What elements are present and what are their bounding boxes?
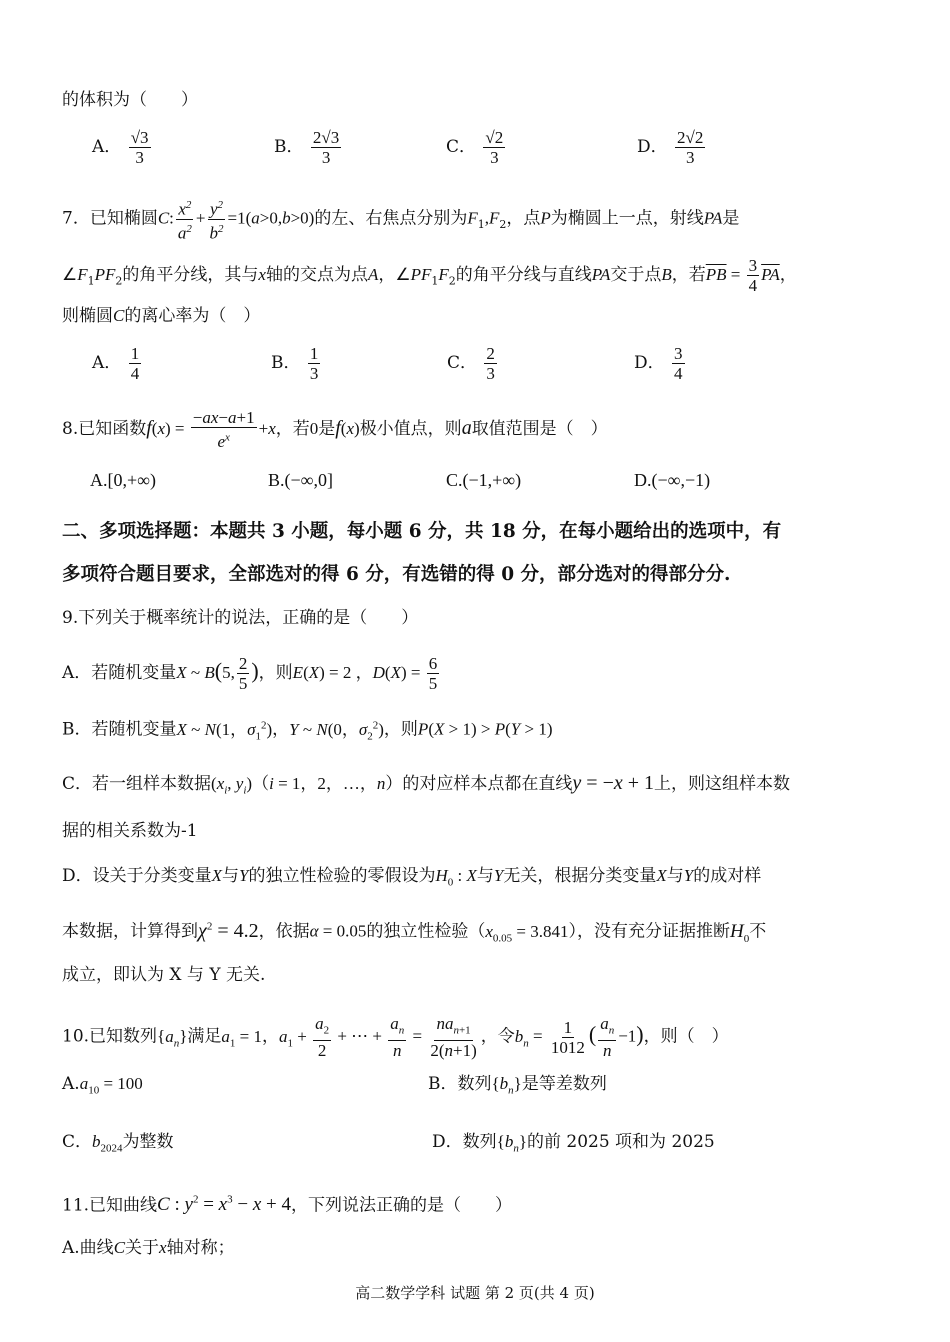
q10-text: ，则（ ） [643,1026,729,1047]
q9-text: ），没有充分证据推断 [568,921,731,942]
q10-option-b: B．数列$\{b_n\}$是等差数列 [428,1074,607,1097]
q9-option-d-line2: 本数据，计算得到$\chi^2 = 4.2$，依据α = 0.05的独立性检验$(x_{0.05} = 3.841)$，没有充分证据推断$H_0$不 [62,919,767,945]
denominator: 3 [685,148,695,167]
denominator: 3 [486,364,495,383]
q6-option-b [274,128,343,167]
q7-text: ， [378,265,396,285]
q8-text: 取值范围是（ ） [471,418,608,439]
q9-text: A．若随机变量 [62,663,177,683]
q8-zero: 0 [309,418,319,438]
q10-option-a: $A.a_{10} = 100$ [62,1074,143,1097]
q8-option-b: B.(−∞,0] [268,470,333,490]
q10-text: C． [62,1132,93,1152]
q9-text: 无关，根据分类变量 [503,866,657,886]
numerator: 2√2 [677,128,704,147]
q8-option-d: D.(−∞,−1) [634,470,711,490]
q11-text: A.曲线 [62,1238,114,1258]
fraction [311,128,341,167]
q7-text: 则椭圆 [62,306,113,326]
q8-text: ，若 [275,418,310,439]
q10-text: 是等差数列 [521,1074,607,1094]
q6-option-c [446,128,507,167]
q9-text: 的独立性检验的零假设为 [248,866,436,886]
q10-text: 为整数 [122,1132,174,1152]
numerator: 1 [309,344,319,363]
q9-text: 与 [476,866,494,886]
numerator: √3 [130,128,149,147]
q11-option-a: A.曲线C关于x轴对称； [62,1238,235,1258]
q9-text: 不 [749,921,767,942]
q8-option-a: A.[0,+∞) [90,470,156,490]
q9-option-d-line3: 成立，即认为 X 与 Y 无关. [62,965,266,985]
q7-text: 轴的交点为点 [265,265,368,285]
fraction [484,344,497,383]
fraction [308,344,321,383]
q7-text: ，点 [506,208,541,229]
math-frac-x: $\frac{x^2}{a^2}$ [176,196,194,242]
q7-option-c [447,344,499,383]
q11-text: 11.已知曲线 [62,1195,158,1216]
q10-text: ，令 [480,1026,515,1047]
q7-option-d [634,344,687,383]
q8-text: 极小值点，则 [359,418,462,439]
option-letter: B． [271,353,301,373]
q9-text: ，依据 [258,921,310,942]
section2-heading-line2: 多项符合题目要求，全部选对的得 6 分，有选错的得 0 分，部分选对的得部分分. [62,564,731,585]
q10-text: D．数列 [432,1132,497,1152]
q6-option-a [92,128,153,167]
q9-text: 与 [666,866,684,886]
q9-text: ，则 [258,663,293,683]
q7-line1: 7．已知椭圆C: $\frac{x^2}{a^2}$ + $\frac{y^2}{b^2}$ =1(a>0,b>0)的左、右焦点分别为$F_1,F_2$，点P为椭圆上一点，射线PA是 [62,196,739,242]
q9-text: B．若随机变量 [62,719,177,740]
numerator: 1 [130,344,140,363]
q8-text: 是 [318,418,336,439]
fraction [675,128,705,167]
q7-text: 的角平分线，其与 [122,265,259,285]
q10-text: 10.已知数列 [62,1026,158,1047]
q8-stem: 8.已知函数f(x) = $\frac{-ax-a+1}{e^x}$ +x，若0是f(x)极小值点，则a取值范围是（ ） [62,408,608,451]
numerator: 2√3 [312,128,340,147]
q10-text: ， [261,1026,279,1047]
q10-option-d: D．数列$\{b_n\}$的前 2025 项和为 2025 [432,1132,715,1155]
q11-text: ，下列说法正确的是（ ） [290,1195,512,1216]
q8-option-c: C.(−1,+∞) [446,470,522,490]
numerator: 2 [486,344,495,363]
numerator: √2 [485,128,504,147]
q9-text: 的成对样 [693,866,762,886]
math-frac-3-4: $\frac{3}{4}$ [748,256,758,295]
q7-line2: $\angle F_1PF_2$的角平分线，其与x轴的交点为点A，$\angle PF_1F_2$的角平分线与直线PA交于点B，若$\overline{PB}$ = $\frac{3}{4}$ $\overline{PA}$， [62,256,797,295]
q7-text: 的左、右焦点分别为 [314,208,468,229]
q9-text: ）的对应样本点都在直线 [385,774,573,794]
q7-text: ，若 [671,265,706,285]
fraction [483,128,505,167]
q11-text: 轴对称； [166,1238,235,1258]
q9-text: 与 [222,866,240,886]
q9-stem: 9.下列关于概率统计的说法，正确的是（ ） [62,608,419,628]
q8-text: 8.已知函数 [62,418,147,439]
option-letter: B． [274,137,304,157]
q11-stem: 11.已知曲线C : $y^2 = x^3 - x + 4$，下列说法正确的是（ ） [62,1194,512,1216]
denominator: 3 [321,148,331,167]
q9-text: ，则 [383,719,418,740]
denominator: 4 [130,364,140,383]
q10-option-c: C．$b_{2024}$为整数 [62,1132,174,1155]
q10-text: B．数列 [428,1074,492,1094]
q10-text: 满足 [187,1026,222,1047]
q7-text: 的角平分线与直线 [455,265,592,285]
q9-text: ， [272,719,290,740]
option-letter: C． [446,137,477,157]
q9-option-a: A．若随机变量X ~ B(5, $\frac{2}{5}$ )，则E(X) = 2 ，D(X) = $\frac{6}{5}$ [62,654,438,693]
q9-option-c-line2: 据的相关系数为-1 [62,821,198,841]
q6-option-d [637,128,707,167]
q10-text: 的前 2025 项和为 2025 [526,1132,715,1152]
denominator: 3 [309,364,319,383]
q9-option-d-line1: D．设关于分类变量X与Y的独立性检验的零假设为$H_0$ : X与Y无关，根据分类变量X与Y的成对样 [62,866,762,889]
fraction [129,128,151,167]
q6-stem-tail [62,88,198,112]
option-letter: A． [92,353,122,373]
page-footer: 高二数学学科 试题 第 2 页(共 4 页) [355,1284,595,1302]
q9-text: 本数据，计算得到 [62,921,198,942]
denominator: 3 [490,148,499,167]
option-letter: A． [92,137,122,157]
math-frac-f: $\frac{-ax-a+1}{e^x}$ [192,408,255,451]
q7-text: 是 [722,208,740,229]
math-ellipse: C [157,208,170,228]
fraction [129,344,142,383]
q7-prefix: 7．已知椭圆 [62,208,158,229]
q7-text: 的离心率为（ ） [124,306,261,326]
option-letter: D． [634,353,665,373]
section2-heading-line1: 二、多项选择题：本题共 3 小题，每小题 6 分，共 18 分，在每小题给出的选项中，有 [62,521,782,542]
q11-text: 关于 [125,1238,160,1258]
denominator: 3 [135,148,144,167]
q9-text: （ [252,774,270,794]
option-letter: D． [637,137,668,157]
option-letter: C． [447,353,478,373]
q6-stem-text: 的体积为（ ） [62,90,198,110]
q9-text: C．若一组样本数据 [62,774,212,794]
q9-text: D．设关于分类变量 [62,866,212,886]
q9-text: 的独立性检验（ [366,921,486,942]
denominator: 4 [674,364,683,383]
q9-option-b: B．若随机变量X ~ N(1，$\sigma_1^2$)，Y ~ N(0，$\sigma_2^2$)，则P(X > 1) > P(Y > 1) [62,719,553,743]
q9-option-c-line1: C．若一组样本数据($x_i$, $y_i)(i = 1$，2，…，n）的对应样本点都在直线y = −x + 1上，则这组样本数 [62,772,791,797]
q10-text: A. [62,1074,80,1094]
fraction [672,344,685,383]
q7-option-a [92,344,143,383]
q7-line3: 则椭圆C的离心率为（ ） [62,306,261,326]
numerator: 3 [674,344,683,363]
q7-option-b [271,344,322,383]
q7-text: 为椭圆上一点，射线 [550,208,704,229]
q10-stem: 10.已知数列$\{a_n\}$满足$a_1 = 1$，$a_1$ + $\frac{a_2}{2}$ + ⋯ + $\frac{a_n}{n}$ = $\frac{na_{n+1}}{2(n+1)}$ ，令$b_n$ = $\frac{1}{1012}$ ( $\frac{a_n}{n}$ −1)，则（ ） [62,1014,729,1061]
math-frac-y: $\frac{y^2}{b^2}$ [208,196,226,242]
q9-text: 上，则这组样本数 [654,774,791,794]
q7-text: 交于点 [610,265,662,285]
